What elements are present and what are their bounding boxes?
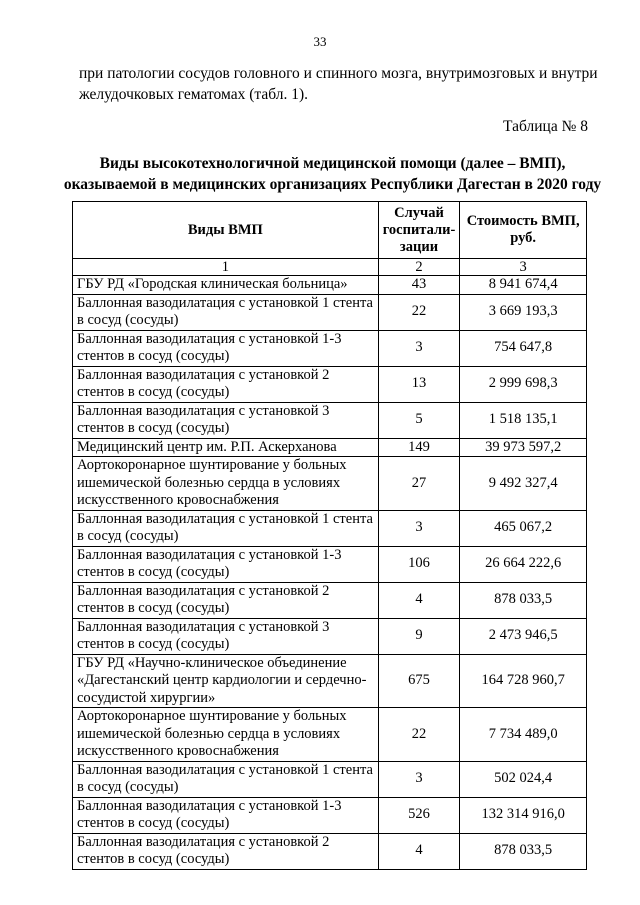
row-hospitalizations: 22 (378, 294, 460, 330)
row-cost: 7 734 489,0 (460, 708, 587, 762)
row-cost: 754 647,8 (460, 330, 587, 366)
page-number: 33 (313, 34, 327, 49)
row-vmp-type: Баллонная вазодилатация с установкой 2 стентов в сосуд (сосуды) (73, 833, 379, 869)
row-cost: 164 728 960,7 (460, 654, 587, 708)
row-cost: 465 067,2 (460, 510, 587, 546)
header-cost: Стоимость ВМП, руб. (460, 202, 587, 259)
table-row (73, 761, 587, 797)
table-row (73, 457, 587, 511)
table-row (73, 797, 587, 833)
row-hospitalizations: 3 (378, 761, 460, 797)
row-hospitalizations: 3 (378, 510, 460, 546)
row-hospitalizations: 675 (378, 654, 460, 708)
table-title: Виды высокотехнологичной медицинской помощи (далее – ВМП), оказываемой в медицинских организациях Республики Дагестан в 2020 году (63, 155, 602, 193)
table-body (73, 276, 587, 870)
row-vmp-type: Баллонная вазодилатация с установкой 1-3 стентов в сосуд (сосуды) (73, 546, 379, 582)
table-caption: Таблица № 8 (503, 118, 588, 135)
table-row (73, 618, 587, 654)
row-hospitalizations: 3 (378, 330, 460, 366)
row-vmp-type: Баллонная вазодилатация с установкой 1 стента в сосуд (сосуды) (73, 510, 379, 546)
table-row (73, 654, 587, 708)
header-vmp-type: Виды ВМП (73, 202, 379, 259)
row-vmp-type: Баллонная вазодилатация с установкой 3 стентов в сосуд (сосуды) (73, 618, 379, 654)
row-cost: 2 473 946,5 (460, 618, 587, 654)
column-number: 2 (378, 259, 460, 276)
table-row (73, 510, 587, 546)
row-cost: 878 033,5 (460, 582, 587, 618)
row-cost: 502 024,4 (460, 761, 587, 797)
column-number: 1 (73, 259, 379, 276)
row-vmp-type: ГБУ РД «Научно-клиническое объединение «Дагестанский центр кардиологии и сердечно-сосудистой хирургии» (73, 654, 379, 708)
table-row (73, 708, 587, 762)
row-vmp-type: Баллонная вазодилатация с установкой 1 стента в сосуд (сосуды) (73, 761, 379, 797)
row-hospitalizations: 4 (378, 833, 460, 869)
row-vmp-type: ГБУ РД «Городская клиническая больница» (73, 276, 379, 295)
row-vmp-type: Аортокоронарное шунтирование у больных ишемической болезнью сердца в условиях искусственного кровоснабжения (73, 457, 379, 511)
row-hospitalizations: 13 (378, 366, 460, 402)
intro-paragraph: при патологии сосудов головного и спинного мозга, внутримозговых и внутри желудочковых гематомах (табл. 1). (79, 65, 598, 103)
row-cost: 1 518 135,1 (460, 402, 587, 438)
row-hospitalizations: 106 (378, 546, 460, 582)
table-row (73, 366, 587, 402)
row-vmp-type: Баллонная вазодилатация с установкой 1 стента в сосуд (сосуды) (73, 294, 379, 330)
table-row (73, 582, 587, 618)
row-vmp-type: Медицинский центр им. Р.П. Аскерханова (73, 438, 379, 457)
table-row (73, 276, 587, 295)
vmp-table (72, 201, 587, 870)
table-row (73, 330, 587, 366)
row-hospitalizations: 27 (378, 457, 460, 511)
row-cost: 9 492 327,4 (460, 457, 587, 511)
row-cost: 878 033,5 (460, 833, 587, 869)
row-vmp-type: Баллонная вазодилатация с установкой 1-3 стентов в сосуд (сосуды) (73, 797, 379, 833)
table-row (73, 438, 587, 457)
row-hospitalizations: 43 (378, 276, 460, 295)
row-hospitalizations: 4 (378, 582, 460, 618)
row-cost: 26 664 222,6 (460, 546, 587, 582)
table-row (73, 546, 587, 582)
row-vmp-type: Аортокоронарное шунтирование у больных ишемической болезнью сердца в условиях искусственного кровоснабжения (73, 708, 379, 762)
row-cost: 8 941 674,4 (460, 276, 587, 295)
row-hospitalizations: 149 (378, 438, 460, 457)
column-number: 3 (460, 259, 587, 276)
row-vmp-type: Баллонная вазодилатация с установкой 2 стентов в сосуд (сосуды) (73, 366, 379, 402)
table-row (73, 402, 587, 438)
table-row (73, 294, 587, 330)
header-hospitalizations: Случай госпитали-зации (378, 202, 460, 259)
row-hospitalizations: 9 (378, 618, 460, 654)
table-header-row (73, 202, 587, 259)
row-hospitalizations: 22 (378, 708, 460, 762)
row-cost: 3 669 193,3 (460, 294, 587, 330)
row-cost: 2 999 698,3 (460, 366, 587, 402)
table-column-numbers (73, 259, 587, 276)
table-row (73, 833, 587, 869)
row-vmp-type: Баллонная вазодилатация с установкой 3 стентов в сосуд (сосуды) (73, 402, 379, 438)
row-cost: 39 973 597,2 (460, 438, 587, 457)
row-hospitalizations: 5 (378, 402, 460, 438)
row-vmp-type: Баллонная вазодилатация с установкой 2 стентов в сосуд (сосуды) (73, 582, 379, 618)
row-hospitalizations: 526 (378, 797, 460, 833)
row-vmp-type: Баллонная вазодилатация с установкой 1-3 стентов в сосуд (сосуды) (73, 330, 379, 366)
row-cost: 132 314 916,0 (460, 797, 587, 833)
